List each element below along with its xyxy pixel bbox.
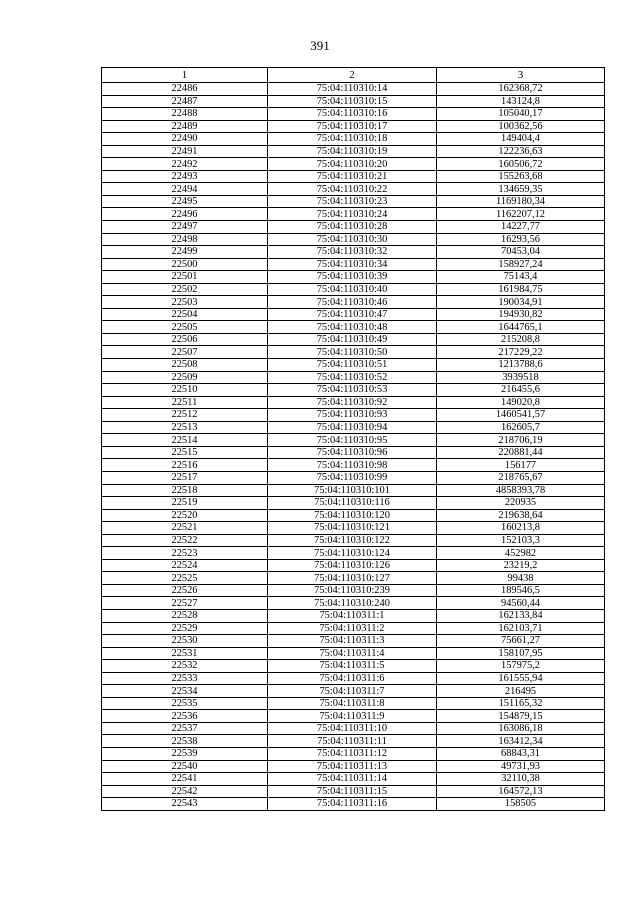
value-cell: 217229,22 <box>437 346 605 359</box>
cadastral-number-cell: 75:04:110310:240 <box>268 597 437 610</box>
row-number-cell: 22488 <box>102 108 268 121</box>
value-cell: 154879,15 <box>437 710 605 723</box>
row-number-cell: 22502 <box>102 283 268 296</box>
value-cell: 100362,56 <box>437 120 605 133</box>
cadastral-number-cell: 75:04:110311:3 <box>268 635 437 648</box>
value-cell: 149404,4 <box>437 133 605 146</box>
table-row <box>102 421 605 434</box>
table-row <box>102 296 605 309</box>
row-number-cell: 22514 <box>102 434 268 447</box>
row-number-cell: 22528 <box>102 609 268 622</box>
cadastral-number-cell: 75:04:110310:18 <box>268 133 437 146</box>
row-number-cell: 22515 <box>102 446 268 459</box>
cadastral-number-cell: 75:04:110310:30 <box>268 233 437 246</box>
row-number-cell: 22503 <box>102 296 268 309</box>
cadastral-number-cell: 75:04:110310:28 <box>268 221 437 234</box>
value-cell: 452982 <box>437 547 605 560</box>
value-cell: 162103,71 <box>437 622 605 635</box>
table-row <box>102 685 605 698</box>
table-row <box>102 484 605 497</box>
value-cell: 163086,18 <box>437 722 605 735</box>
value-cell: 122236,63 <box>437 145 605 158</box>
cadastral-number-cell: 75:04:110311:2 <box>268 622 437 635</box>
row-number-cell: 22526 <box>102 584 268 597</box>
column-header-3: 3 <box>437 68 605 83</box>
row-number-cell: 22543 <box>102 798 268 811</box>
table-row <box>102 735 605 748</box>
value-cell: 220935 <box>437 497 605 510</box>
table-row <box>102 95 605 108</box>
cadastral-number-cell: 75:04:110310:16 <box>268 108 437 121</box>
table-row <box>102 346 605 359</box>
value-cell: 162368,72 <box>437 83 605 96</box>
value-cell: 219638,64 <box>437 509 605 522</box>
row-number-cell: 22539 <box>102 747 268 760</box>
row-number-cell: 22535 <box>102 697 268 710</box>
cadastral-number-cell: 75:04:110310:14 <box>268 83 437 96</box>
table-row <box>102 283 605 296</box>
row-number-cell: 22507 <box>102 346 268 359</box>
row-number-cell: 22538 <box>102 735 268 748</box>
row-number-cell: 22523 <box>102 547 268 560</box>
row-number-cell: 22490 <box>102 133 268 146</box>
value-cell: 14227,77 <box>437 221 605 234</box>
table-row <box>102 409 605 422</box>
table-row <box>102 584 605 597</box>
value-cell: 151165,32 <box>437 697 605 710</box>
cadastral-number-cell: 75:04:110310:98 <box>268 459 437 472</box>
value-cell: 155263,68 <box>437 170 605 183</box>
value-cell: 16293,56 <box>437 233 605 246</box>
row-number-cell: 22489 <box>102 120 268 133</box>
table-row <box>102 572 605 585</box>
cadastral-number-cell: 75:04:110310:122 <box>268 534 437 547</box>
value-cell: 1169180,34 <box>437 195 605 208</box>
table-row <box>102 459 605 472</box>
table-row <box>102 785 605 798</box>
cadastral-number-cell: 75:04:110311:4 <box>268 647 437 660</box>
table-row <box>102 471 605 484</box>
cadastral-number-cell: 75:04:110310:24 <box>268 208 437 221</box>
cadastral-number-cell: 75:04:110310:34 <box>268 258 437 271</box>
value-cell: 189546,5 <box>437 584 605 597</box>
row-number-cell: 22493 <box>102 170 268 183</box>
cadastral-number-cell: 75:04:110311:16 <box>268 798 437 811</box>
cadastral-number-cell: 75:04:110310:47 <box>268 308 437 321</box>
cadastral-number-cell: 75:04:110311:1 <box>268 609 437 622</box>
table-row <box>102 509 605 522</box>
cadastral-number-cell: 75:04:110310:49 <box>268 333 437 346</box>
row-number-cell: 22529 <box>102 622 268 635</box>
cadastral-number-cell: 75:04:110310:121 <box>268 522 437 535</box>
table-row <box>102 798 605 811</box>
cadastral-number-cell: 75:04:110310:15 <box>268 95 437 108</box>
table-row <box>102 233 605 246</box>
table-row <box>102 497 605 510</box>
value-cell: 163412,34 <box>437 735 605 748</box>
cadastral-number-cell: 75:04:110310:51 <box>268 359 437 372</box>
value-cell: 190034,91 <box>437 296 605 309</box>
row-number-cell: 22534 <box>102 685 268 698</box>
value-cell: 99438 <box>437 572 605 585</box>
table-row <box>102 359 605 372</box>
value-cell: 160506,72 <box>437 158 605 171</box>
row-number-cell: 22499 <box>102 246 268 259</box>
table-row <box>102 559 605 572</box>
row-number-cell: 22512 <box>102 409 268 422</box>
cadastral-number-cell: 75:04:110310:22 <box>268 183 437 196</box>
table-row <box>102 246 605 259</box>
row-number-cell: 22501 <box>102 271 268 284</box>
table-row <box>102 597 605 610</box>
value-cell: 105040,17 <box>437 108 605 121</box>
table-row <box>102 384 605 397</box>
cadastral-number-cell: 75:04:110310:127 <box>268 572 437 585</box>
cadastral-number-cell: 75:04:110311:8 <box>268 697 437 710</box>
table-row <box>102 722 605 735</box>
value-cell: 152103,3 <box>437 534 605 547</box>
cadastral-number-cell: 75:04:110310:239 <box>268 584 437 597</box>
table-row <box>102 371 605 384</box>
row-number-cell: 22494 <box>102 183 268 196</box>
row-number-cell: 22536 <box>102 710 268 723</box>
table-row <box>102 434 605 447</box>
table-row <box>102 622 605 635</box>
table-row <box>102 195 605 208</box>
table-row <box>102 534 605 547</box>
row-number-cell: 22527 <box>102 597 268 610</box>
table-row <box>102 697 605 710</box>
row-number-cell: 22532 <box>102 660 268 673</box>
row-number-cell: 22530 <box>102 635 268 648</box>
table-row <box>102 547 605 560</box>
value-cell: 4858393,78 <box>437 484 605 497</box>
value-cell: 216455,6 <box>437 384 605 397</box>
row-number-cell: 22524 <box>102 559 268 572</box>
row-number-cell: 22491 <box>102 145 268 158</box>
value-cell: 1460541,57 <box>437 409 605 422</box>
value-cell: 1213788,6 <box>437 359 605 372</box>
value-cell: 162605,7 <box>437 421 605 434</box>
value-cell: 161984,75 <box>437 283 605 296</box>
cadastral-number-cell: 75:04:110310:19 <box>268 145 437 158</box>
table-row <box>102 647 605 660</box>
table-row <box>102 333 605 346</box>
value-cell: 220881,44 <box>437 446 605 459</box>
cadastral-number-cell: 75:04:110311:12 <box>268 747 437 760</box>
header-row <box>102 68 605 83</box>
row-number-cell: 22492 <box>102 158 268 171</box>
cadastral-number-cell: 75:04:110311:6 <box>268 672 437 685</box>
cadastral-number-cell: 75:04:110310:116 <box>268 497 437 510</box>
cadastral-number-cell: 75:04:110310:39 <box>268 271 437 284</box>
cadastral-number-cell: 75:04:110310:32 <box>268 246 437 259</box>
value-cell: 160213,8 <box>437 522 605 535</box>
row-number-cell: 22500 <box>102 258 268 271</box>
table-row <box>102 522 605 535</box>
row-number-cell: 22522 <box>102 534 268 547</box>
table-row <box>102 271 605 284</box>
table-row <box>102 760 605 773</box>
table-row <box>102 710 605 723</box>
row-number-cell: 22537 <box>102 722 268 735</box>
cadastral-number-cell: 75:04:110311:9 <box>268 710 437 723</box>
table-row <box>102 446 605 459</box>
value-cell: 149020,8 <box>437 396 605 409</box>
value-cell: 157975,2 <box>437 660 605 673</box>
value-cell: 3939518 <box>437 371 605 384</box>
cadastral-number-cell: 75:04:110310:17 <box>268 120 437 133</box>
table-row <box>102 83 605 96</box>
table-row <box>102 258 605 271</box>
value-cell: 32110,38 <box>437 773 605 786</box>
value-cell: 49731,93 <box>437 760 605 773</box>
row-number-cell: 22511 <box>102 396 268 409</box>
value-cell: 194930,82 <box>437 308 605 321</box>
row-number-cell: 22509 <box>102 371 268 384</box>
value-cell: 158107,95 <box>437 647 605 660</box>
row-number-cell: 22508 <box>102 359 268 372</box>
row-number-cell: 22516 <box>102 459 268 472</box>
row-number-cell: 22519 <box>102 497 268 510</box>
row-number-cell: 22521 <box>102 522 268 535</box>
column-header-1: 1 <box>102 68 268 83</box>
row-number-cell: 22504 <box>102 308 268 321</box>
table-row <box>102 183 605 196</box>
cadastral-number-cell: 75:04:110311:14 <box>268 773 437 786</box>
table-body <box>102 83 605 811</box>
value-cell: 164572,13 <box>437 785 605 798</box>
row-number-cell: 22518 <box>102 484 268 497</box>
table-header <box>102 68 605 83</box>
cadastral-number-cell: 75:04:110310:21 <box>268 170 437 183</box>
row-number-cell: 22487 <box>102 95 268 108</box>
cadastral-number-cell: 75:04:110311:5 <box>268 660 437 673</box>
table-row <box>102 158 605 171</box>
cadastral-number-cell: 75:04:110311:13 <box>268 760 437 773</box>
row-number-cell: 22540 <box>102 760 268 773</box>
cadastral-number-cell: 75:04:110310:101 <box>268 484 437 497</box>
table-row <box>102 660 605 673</box>
cadastral-number-cell: 75:04:110310:46 <box>268 296 437 309</box>
row-number-cell: 22520 <box>102 509 268 522</box>
row-number-cell: 22541 <box>102 773 268 786</box>
row-number-cell: 22510 <box>102 384 268 397</box>
value-cell: 75661,27 <box>437 635 605 648</box>
cadastral-number-cell: 75:04:110311:15 <box>268 785 437 798</box>
value-cell: 134659,35 <box>437 183 605 196</box>
table-row <box>102 609 605 622</box>
row-number-cell: 22513 <box>102 421 268 434</box>
table-row <box>102 672 605 685</box>
value-cell: 218706,19 <box>437 434 605 447</box>
cadastral-number-cell: 75:04:110311:10 <box>268 722 437 735</box>
cadastral-number-cell: 75:04:110310:52 <box>268 371 437 384</box>
row-number-cell: 22517 <box>102 471 268 484</box>
row-number-cell: 22498 <box>102 233 268 246</box>
table-row <box>102 108 605 121</box>
table-row <box>102 221 605 234</box>
value-cell: 143124,8 <box>437 95 605 108</box>
table-row <box>102 145 605 158</box>
value-cell: 158927,24 <box>437 258 605 271</box>
value-cell: 70453,04 <box>437 246 605 259</box>
table-row <box>102 120 605 133</box>
value-cell: 156177 <box>437 459 605 472</box>
cadastral-number-cell: 75:04:110311:11 <box>268 735 437 748</box>
value-cell: 68843,31 <box>437 747 605 760</box>
cadastral-number-cell: 75:04:110310:124 <box>268 547 437 560</box>
cadastral-number-cell: 75:04:110310:95 <box>268 434 437 447</box>
cadastral-number-cell: 75:04:110310:96 <box>268 446 437 459</box>
row-number-cell: 22525 <box>102 572 268 585</box>
cadastral-number-cell: 75:04:110310:20 <box>268 158 437 171</box>
value-cell: 216495 <box>437 685 605 698</box>
cadastral-number-cell: 75:04:110310:48 <box>268 321 437 334</box>
data-table <box>101 67 605 811</box>
column-header-2: 2 <box>268 68 437 83</box>
value-cell: 218765,67 <box>437 471 605 484</box>
table-row <box>102 133 605 146</box>
row-number-cell: 22495 <box>102 195 268 208</box>
value-cell: 75143,4 <box>437 271 605 284</box>
table-row <box>102 747 605 760</box>
value-cell: 23219,2 <box>437 559 605 572</box>
value-cell: 158505 <box>437 798 605 811</box>
cadastral-number-cell: 75:04:110310:120 <box>268 509 437 522</box>
page-number: 391 <box>310 38 330 53</box>
table-row <box>102 208 605 221</box>
row-number-cell: 22531 <box>102 647 268 660</box>
table-row <box>102 321 605 334</box>
value-cell: 1644765,1 <box>437 321 605 334</box>
value-cell: 215208,8 <box>437 333 605 346</box>
row-number-cell: 22533 <box>102 672 268 685</box>
cadastral-number-cell: 75:04:110310:92 <box>268 396 437 409</box>
row-number-cell: 22496 <box>102 208 268 221</box>
table-row <box>102 170 605 183</box>
row-number-cell: 22506 <box>102 333 268 346</box>
row-number-cell: 22486 <box>102 83 268 96</box>
table-row <box>102 396 605 409</box>
cadastral-number-cell: 75:04:110310:94 <box>268 421 437 434</box>
value-cell: 94560,44 <box>437 597 605 610</box>
cadastral-number-cell: 75:04:110310:23 <box>268 195 437 208</box>
table-row <box>102 635 605 648</box>
table-row <box>102 773 605 786</box>
cadastral-number-cell: 75:04:110310:40 <box>268 283 437 296</box>
value-cell: 161555,94 <box>437 672 605 685</box>
cadastral-number-cell: 75:04:110310:99 <box>268 471 437 484</box>
cadastral-number-cell: 75:04:110310:126 <box>268 559 437 572</box>
cadastral-number-cell: 75:04:110310:93 <box>268 409 437 422</box>
value-cell: 1162207,12 <box>437 208 605 221</box>
cadastral-number-cell: 75:04:110310:53 <box>268 384 437 397</box>
table-row <box>102 308 605 321</box>
cadastral-number-cell: 75:04:110311:7 <box>268 685 437 698</box>
row-number-cell: 22497 <box>102 221 268 234</box>
value-cell: 162133,84 <box>437 609 605 622</box>
row-number-cell: 22505 <box>102 321 268 334</box>
cadastral-number-cell: 75:04:110310:50 <box>268 346 437 359</box>
row-number-cell: 22542 <box>102 785 268 798</box>
